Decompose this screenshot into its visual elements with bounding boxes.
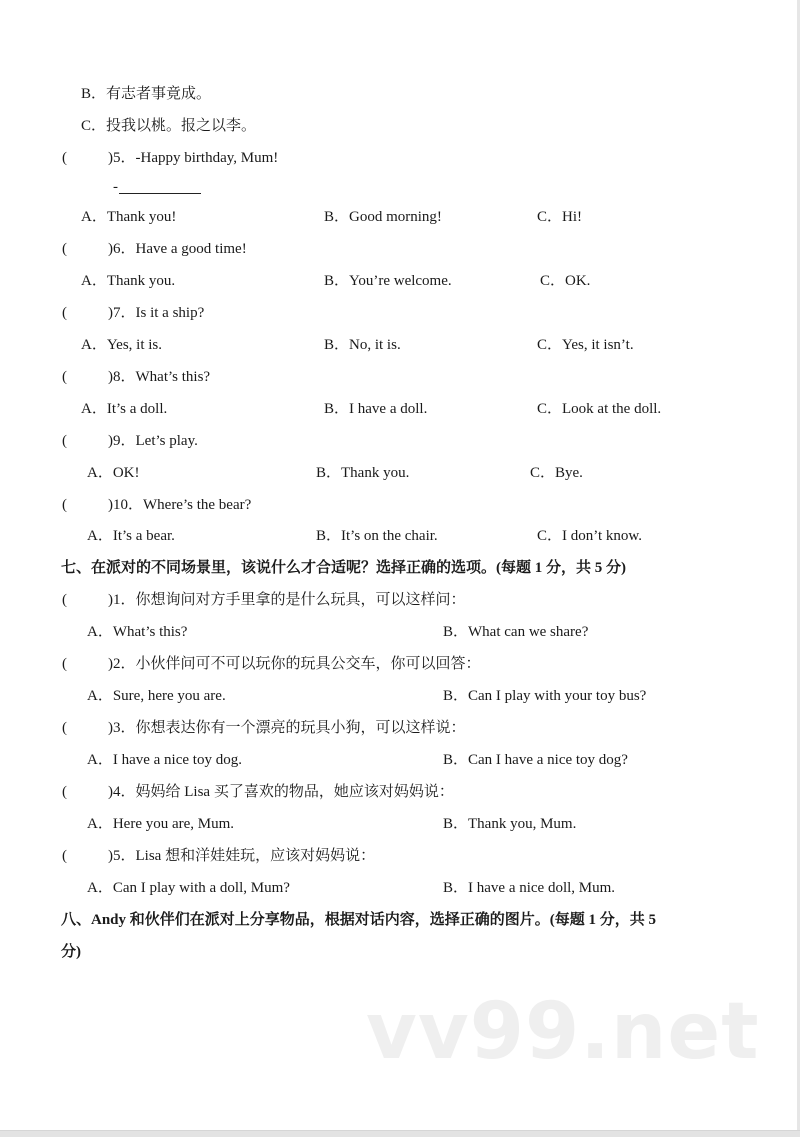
option-c: C．I don’t know.	[537, 528, 643, 544]
answer-paren[interactable]: (	[62, 241, 67, 257]
question-stem: )2．小伙伴问可不可以玩你的玩具公交车，你可以回答：	[108, 656, 481, 672]
option-a: A．Can I play with a doll, Mum?	[87, 880, 290, 896]
answer-paren[interactable]: (	[62, 369, 67, 385]
option-a: A．I have a nice toy dog.	[87, 752, 242, 768]
option-c: C．Bye.	[530, 465, 583, 481]
option-a: A．It’s a doll.	[81, 401, 168, 417]
question-stem: )1．你想询问对方手里拿的是什么玩具，可以这样问：	[108, 592, 466, 608]
option-text: 有志者事竟成。	[106, 86, 212, 102]
answer-paren[interactable]: (	[62, 848, 67, 864]
option-b: B．Can I play with your toy bus?	[443, 688, 647, 704]
option-b: B．Can I have a nice toy dog?	[443, 752, 628, 768]
section-8-heading: 八、Andy 和伙伴们在派对上分享物品，根据对话内容，选择正确的图片。(每题 1 分，共 5	[61, 912, 657, 928]
answer-paren[interactable]: (	[62, 305, 67, 321]
question-stem: )10．Where’s the bear?	[108, 497, 252, 513]
answer-paren[interactable]: (	[62, 433, 67, 449]
option-b: B．You’re welcome.	[324, 273, 452, 289]
answer-paren[interactable]: (	[62, 720, 67, 736]
option-b: B．I have a doll.	[324, 401, 428, 417]
option-b: B．It’s on the chair.	[316, 528, 438, 544]
page-edge-bottom	[0, 1130, 800, 1137]
option-c: C．Look at the doll.	[537, 401, 662, 417]
question-stem: )9．Let’s play.	[108, 433, 198, 449]
option-b: B．What can we share?	[443, 624, 589, 640]
question-stem: )5．Lisa 想和洋娃娃玩，应该对妈妈说：	[108, 848, 376, 864]
option-a: A．It’s a bear.	[87, 528, 175, 544]
option-a: A．What’s this?	[87, 624, 188, 640]
question-stem: )3．你想表达你有一个漂亮的玩具小狗，可以这样说：	[108, 720, 466, 736]
option-a: A．Here you are, Mum.	[87, 816, 235, 832]
option-a: A．Sure, here you are.	[87, 688, 226, 704]
option-b: B．I have a nice doll, Mum.	[443, 880, 616, 896]
option-b: B．Good morning!	[324, 209, 442, 225]
option-text: 投我以桃。报之以李。	[106, 118, 257, 134]
answer-blank[interactable]: -	[113, 178, 201, 196]
answer-paren[interactable]: (	[62, 592, 67, 608]
option-b: B．No, it is.	[324, 337, 401, 353]
prev-option-b	[81, 85, 211, 103]
question-stem: )7．Is it a ship?	[108, 305, 205, 321]
option-b: B．Thank you, Mum.	[443, 816, 577, 832]
option-a: A．OK!	[87, 465, 140, 481]
section-7-heading: 七、在派对的不同场景里，该说什么才合适呢？选择正确的选项。(每题 1 分，共 5 分)	[61, 560, 626, 576]
answer-paren[interactable]: (	[62, 656, 67, 672]
option-b: B．Thank you.	[316, 465, 410, 481]
question-stem: )6．Have a good time!	[108, 241, 247, 257]
option-c: C．Hi!	[537, 209, 583, 225]
option-c: C．Yes, it isn’t.	[537, 337, 634, 353]
question-stem: )5．-Happy birthday, Mum!	[108, 150, 279, 166]
answer-paren[interactable]: (	[62, 497, 67, 513]
option-c: C．OK.	[540, 273, 591, 289]
question-stem: )8．What’s this?	[108, 369, 211, 385]
answer-paren[interactable]: (	[62, 784, 67, 800]
prev-option-c	[81, 117, 256, 135]
option-a: A．Thank you!	[81, 209, 177, 225]
answer-paren[interactable]: (	[62, 150, 67, 166]
option-a: A．Thank you.	[81, 273, 176, 289]
section-8-heading-cont: 分)	[61, 944, 81, 960]
option-letter: C．	[81, 118, 107, 134]
option-letter: B．	[81, 86, 107, 102]
option-a: A．Yes, it is.	[81, 337, 163, 353]
question-stem: )4．妈妈给 Lisa 买了喜欢的物品，她应该对妈妈说：	[108, 784, 454, 800]
watermark: vv99.net	[366, 987, 760, 1077]
